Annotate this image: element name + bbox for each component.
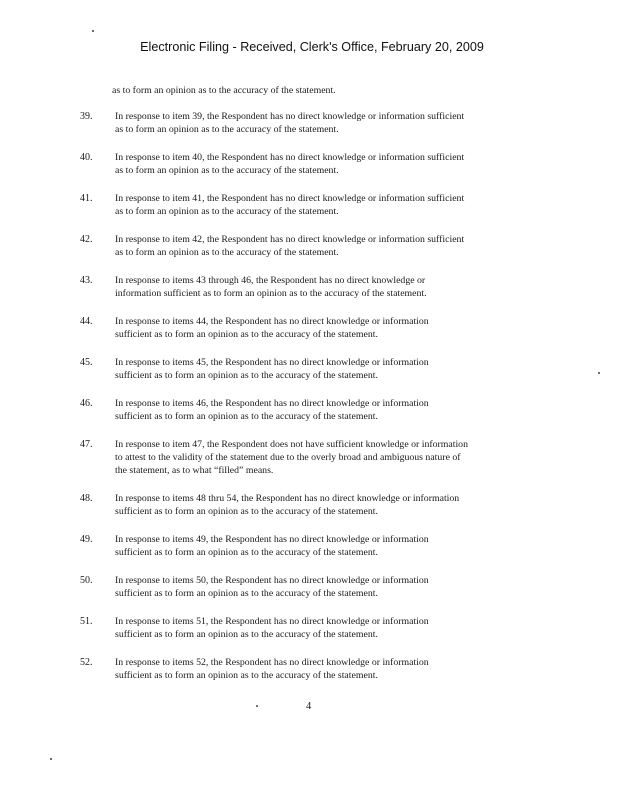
list-item — [0, 193, 624, 234]
item-text-line: sufficient as to form an opinion as to the accuracy of the statement. — [115, 328, 378, 340]
item-text-line: information sufficient as to form an opinion as to the accuracy of the statement. — [115, 287, 427, 299]
item-number: 42. — [80, 234, 93, 245]
item-text-line: In response to items 43 through 46, the Respondent has no direct knowledge or — [115, 275, 426, 286]
scan-speck — [256, 705, 258, 707]
item-text — [115, 493, 547, 519]
item-text-line: In response to items 52, the Respondent has no direct knowledge or information — [115, 657, 429, 668]
item-text-line: as to form an opinion as to the accuracy of the statement. — [115, 246, 339, 258]
page-number: 4 — [306, 701, 312, 712]
item-text-line: as to form an opinion as to the accuracy of the statement. — [115, 205, 339, 217]
item-text-line: In response to items 48 thru 54, the Respondent has no direct knowledge or information — [115, 493, 460, 504]
list-item — [0, 439, 624, 493]
item-number: 47. — [80, 439, 93, 450]
item-text — [115, 275, 547, 301]
item-text — [115, 193, 547, 219]
list-item — [0, 493, 624, 534]
filing-stamp-header: Electronic Filing - Received, Clerk's Office, February 20, 2009 — [140, 40, 484, 54]
list-item — [0, 152, 624, 193]
item-number: 39. — [80, 111, 93, 122]
item-number: 41. — [80, 193, 93, 204]
item-text-line: sufficient as to form an opinion as to the accuracy of the statement. — [115, 505, 378, 517]
item-number: 51. — [80, 616, 93, 627]
continuation-line: as to form an opinion as to the accuracy of the statement. — [112, 85, 336, 96]
item-text-line: sufficient as to form an opinion as to the accuracy of the statement. — [115, 369, 378, 381]
item-text — [115, 657, 547, 683]
item-text — [115, 534, 547, 560]
item-text-line: In response to items 51, the Respondent has no direct knowledge or information — [115, 616, 429, 627]
item-text — [115, 316, 547, 342]
item-text-line: sufficient as to form an opinion as to the accuracy of the statement. — [115, 410, 378, 422]
list-item — [0, 111, 624, 152]
item-text-line: In response to item 39, the Respondent has no direct knowledge or information sufficient — [115, 111, 465, 122]
response-list — [0, 111, 624, 698]
item-text-line: In response to item 40, the Respondent has no direct knowledge or information sufficient — [115, 152, 465, 163]
item-number: 45. — [80, 357, 93, 368]
item-text-line: In response to item 47, the Respondent does not have sufficient knowledge or information — [115, 439, 468, 450]
scan-speck — [50, 758, 52, 760]
item-text — [115, 234, 547, 260]
item-text-line: In response to item 41, the Respondent has no direct knowledge or information sufficient — [115, 193, 465, 204]
item-text-line: In response to items 45, the Respondent has no direct knowledge or information — [115, 357, 429, 368]
item-text-line: In response to items 50, the Respondent has no direct knowledge or information — [115, 575, 429, 586]
scan-speck — [92, 30, 94, 32]
item-number: 50. — [80, 575, 93, 586]
item-text-line: sufficient as to form an opinion as to the accuracy of the statement. — [115, 669, 378, 681]
item-text-line: sufficient as to form an opinion as to the accuracy of the statement. — [115, 587, 378, 599]
list-item — [0, 275, 624, 316]
item-text-line: sufficient as to form an opinion as to the accuracy of the statement. — [115, 628, 378, 640]
item-number: 49. — [80, 534, 93, 545]
item-text-line: In response to items 44, the Respondent has no direct knowledge or information — [115, 316, 429, 327]
item-number: 48. — [80, 493, 93, 504]
item-text-line: as to form an opinion as to the accuracy of the statement. — [115, 164, 339, 176]
list-item — [0, 575, 624, 616]
scan-speck — [598, 372, 600, 374]
item-text — [115, 398, 547, 424]
item-text-line: In response to item 42, the Respondent has no direct knowledge or information sufficient — [115, 234, 465, 245]
list-item — [0, 398, 624, 439]
item-text-line: sufficient as to form an opinion as to the accuracy of the statement. — [115, 546, 378, 558]
list-item — [0, 657, 624, 698]
list-item — [0, 316, 624, 357]
item-text — [115, 152, 547, 178]
item-text-line: In response to items 46, the Respondent has no direct knowledge or information — [115, 398, 429, 409]
item-text — [115, 111, 547, 137]
list-item — [0, 234, 624, 275]
list-item — [0, 616, 624, 657]
list-item — [0, 357, 624, 398]
item-number: 52. — [80, 657, 93, 668]
item-number: 46. — [80, 398, 93, 409]
item-number: 40. — [80, 152, 93, 163]
item-number: 44. — [80, 316, 93, 327]
item-text — [115, 575, 547, 601]
item-number: 43. — [80, 275, 93, 286]
item-text-line: In response to items 49, the Respondent has no direct knowledge or information — [115, 534, 429, 545]
item-text-line: as to form an opinion as to the accuracy of the statement. — [115, 123, 339, 135]
item-text-line: to attest to the validity of the statement due to the overly broad and ambiguous nature of — [115, 451, 461, 463]
list-item — [0, 534, 624, 575]
item-text — [115, 616, 547, 642]
item-text — [115, 439, 547, 477]
item-text-line: the statement, as to what “filled” means. — [115, 464, 274, 476]
item-text — [115, 357, 547, 383]
